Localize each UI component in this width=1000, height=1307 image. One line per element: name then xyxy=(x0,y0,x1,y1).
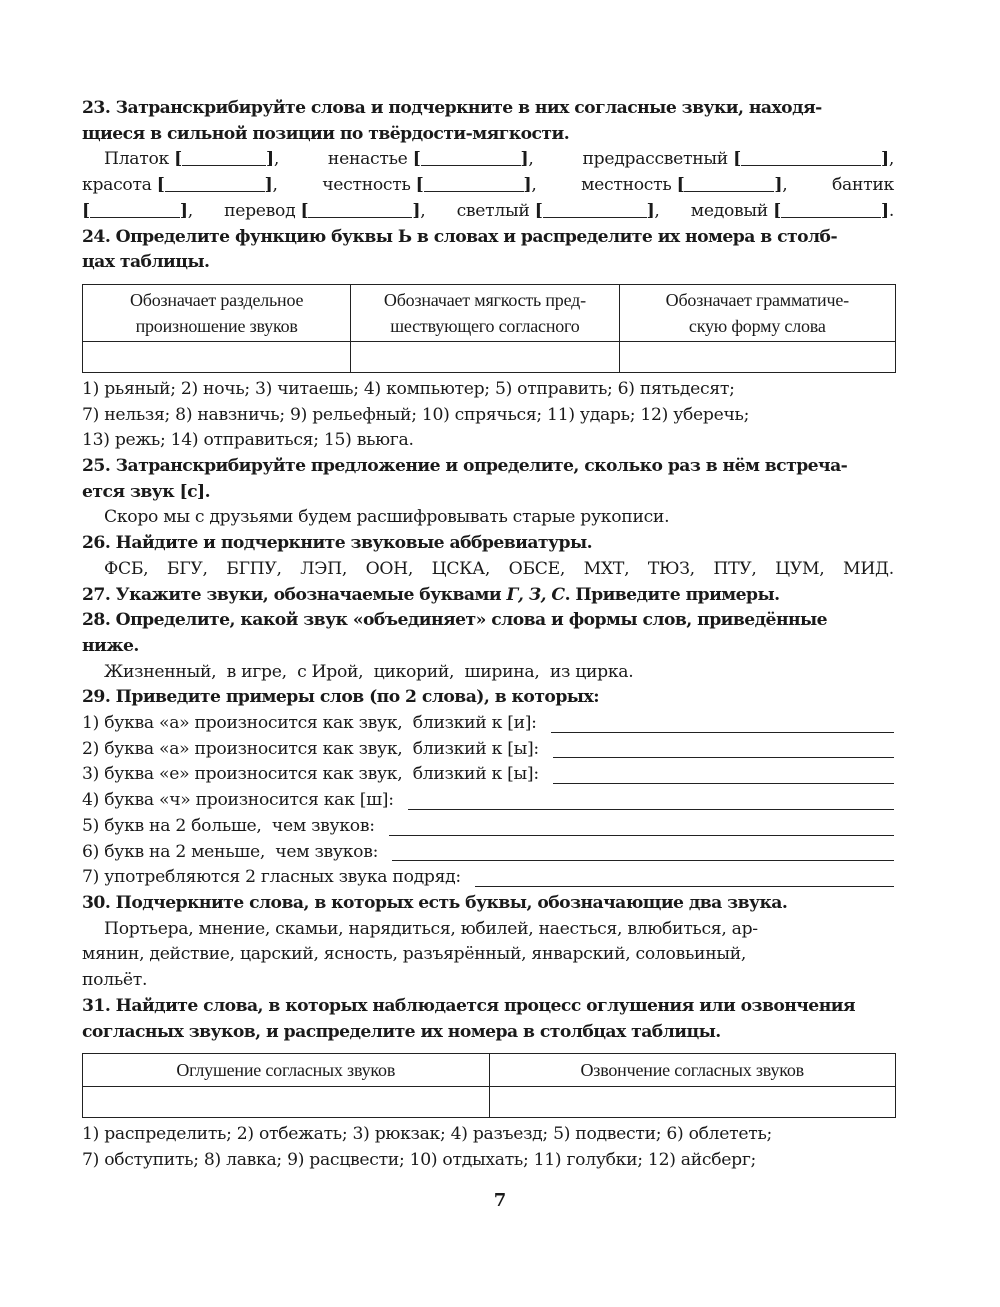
answer-row: 3) буква «е» произносится как звук, близкий к [ы]: xyxy=(82,762,894,788)
task-24-items-line-2: 7) нельзя; 8) навзничь; 9) рельефный; 10) спрячься; 11) ударь; 12) уберечь; xyxy=(82,404,750,425)
task-30-words-line-1: Портьера, мнение, скамьи, нарядиться, юбилей, наесться, влюбиться, ар- xyxy=(104,918,758,939)
abbreviation: ЛЭП, xyxy=(300,558,347,579)
abbreviation: ЦСКА, xyxy=(431,558,491,579)
answer-cell[interactable] xyxy=(83,341,351,372)
transcription-blank[interactable] xyxy=(684,173,774,192)
task-24-items-line-3: 13) режь; 14) отправиться; 15) вьюга. xyxy=(82,430,414,451)
answer-line[interactable] xyxy=(392,842,894,861)
task-31-title-line-1: 31. Найдите слова, в которых наблюдается процесс оглушения или озвончения xyxy=(82,995,856,1016)
page-number: 7 xyxy=(493,1190,507,1211)
answer-line[interactable] xyxy=(553,765,894,784)
task-28 xyxy=(82,608,894,685)
transcription-blank[interactable] xyxy=(424,173,524,192)
task-31-items-line-1: 1) распределить; 2) отбежать; 3) рюкзак; 4) разъезд; 5) подвести; 6) облететь; xyxy=(82,1124,772,1145)
task-23-words-line-2: красота [ ], честность [ ], местность [ ], бантик xyxy=(82,173,894,199)
task-25-title-line-2: ется звук [с]. xyxy=(82,481,211,502)
task-31-items-line-2: 7) обступить; 8) лавка; 9) расцвести; 10) отдыхать; 11) голубки; 12) айсберг; xyxy=(82,1149,757,1170)
task-28-title-line-1: 28. Определите, какой звук «объединяет» слова и формы слов, приведённые xyxy=(82,610,828,631)
transcription-blank[interactable] xyxy=(90,199,180,218)
column-header: Оглушение согласных звуков xyxy=(83,1054,490,1087)
task-25 xyxy=(82,454,894,531)
word: бантик xyxy=(832,175,894,196)
word: красота xyxy=(82,175,152,196)
abbreviation-list xyxy=(82,557,894,583)
word: перевод xyxy=(224,200,296,221)
answer-row: 7) употребляются 2 гласных звука подряд: xyxy=(82,865,894,891)
column-header: Озвончение согласных звуков xyxy=(489,1054,896,1087)
word: честность xyxy=(322,175,411,196)
task-29 xyxy=(82,685,894,891)
abbreviation: ПТУ, xyxy=(713,558,757,579)
transcription-blank[interactable] xyxy=(781,199,881,218)
transcription-blank[interactable] xyxy=(165,173,265,192)
task-28-words: Жизненный, в игре, с Ирой, цикорий, ширина, из цирка. xyxy=(104,661,634,682)
task-31 xyxy=(82,994,894,1174)
abbreviation: ОБСЕ, xyxy=(508,558,566,579)
word: медовый xyxy=(690,200,768,221)
abbreviation: ФСБ, xyxy=(104,558,149,579)
task-25-sentence: Скоро мы с друзьями будем расшифровывать старые рукописи. xyxy=(104,507,670,528)
task-30-words-line-3: польёт. xyxy=(82,970,148,991)
task-23-title-line-1: 23. Затранскрибируйте слова и подчеркните в них согласные звуки, находя- xyxy=(82,98,822,118)
word: светлый xyxy=(456,200,530,221)
answer-line[interactable] xyxy=(551,714,894,733)
answer-row: 4) буква «ч» произносится как [ш]: xyxy=(82,788,894,814)
transcription-blank[interactable] xyxy=(308,199,412,218)
column-header: Обозначает грамматиче- скую форму слова xyxy=(619,284,895,341)
task-26-title: 26. Найдите и подчеркните звуковые аббревиатуры. xyxy=(82,533,593,554)
abbreviation: МИД. xyxy=(843,558,894,579)
word: Платок xyxy=(104,149,169,170)
abbreviation: БГУ, xyxy=(166,558,208,579)
abbreviation: ЦУМ, xyxy=(775,558,825,579)
task-30-words-line-2: мянин, действие, царский, ясность, разъярённый, январский, соловьиный, xyxy=(82,944,747,965)
workbook-page xyxy=(82,96,894,1174)
word: предрассветный xyxy=(582,149,728,170)
soft-sign-function-table xyxy=(82,284,896,373)
answer-line[interactable] xyxy=(475,868,894,887)
answer-row: 5) букв на 2 больше, чем звуков: xyxy=(82,814,894,840)
answer-row: 6) букв на 2 меньше, чем звуков: xyxy=(82,840,894,866)
answer-line[interactable] xyxy=(553,739,894,758)
abbreviation: ООН, xyxy=(365,558,414,579)
task-31-title-line-2: согласных звуков, и распределите их номера в столбцах таблицы. xyxy=(82,1021,721,1042)
task-27 xyxy=(82,583,894,609)
devoicing-voicing-table xyxy=(82,1053,896,1118)
abbreviation: ТЮЗ, xyxy=(647,558,695,579)
task-24-title-line-2: цах таблицы. xyxy=(82,252,210,273)
answer-line[interactable] xyxy=(408,791,894,810)
transcription-blank[interactable] xyxy=(543,199,647,218)
task-24-title-line-1: 24. Определите функцию буквы Ь в словах и распределите их номера в столб- xyxy=(82,226,838,247)
letters: Г, З, С xyxy=(506,584,565,605)
abbreviation: МХТ, xyxy=(583,558,630,579)
task-23-title-line-2: щиеся в сильной позиции по твёрдости-мягкости. xyxy=(82,123,570,144)
column-header: Обозначает мягкость пред- шествующего согласного xyxy=(351,284,619,341)
task-23 xyxy=(82,96,894,225)
answer-cell[interactable] xyxy=(489,1087,896,1118)
task-23-words-line-3: [ ], перевод [ ], светлый [ ], медовый [ ]. xyxy=(82,200,894,221)
answer-cell[interactable] xyxy=(619,341,895,372)
task-29-title: 29. Приведите примеры слов (по 2 слова), в которых: xyxy=(82,687,599,708)
task-24-items-line-1: 1) рьяный; 2) ночь; 3) читаешь; 4) компьютер; 5) отправить; 6) пятьдесят; xyxy=(82,378,735,399)
task-24 xyxy=(82,225,894,455)
word: местность xyxy=(581,175,672,196)
answer-row: 2) буква «а» произносится как звук, близкий к [ы]: xyxy=(82,737,894,763)
transcription-blank[interactable] xyxy=(741,147,881,166)
task-27-title: 27. Укажите звуки, обозначаемые буквами Г, З, С. Приведите примеры. xyxy=(82,584,780,605)
answer-cell[interactable] xyxy=(83,1087,490,1118)
task-23-words-line-1: Платок [ ], ненастье [ ], предрассветный [ ], xyxy=(104,149,894,170)
task-30-title: 30. Подчеркните слова, в которых есть буквы, обозначающие два звука. xyxy=(82,892,788,913)
task-28-title-line-2: ниже. xyxy=(82,635,139,656)
answer-row: 1) буква «а» произносится как звук, близкий к [и]: xyxy=(82,711,894,737)
task-26 xyxy=(82,531,894,582)
task-25-title-line-1: 25. Затранскрибируйте предложение и определите, сколько раз в нём встреча- xyxy=(82,456,848,477)
abbreviation: БГПУ, xyxy=(226,558,282,579)
transcription-blank[interactable] xyxy=(182,147,266,166)
task-30 xyxy=(82,891,894,994)
transcription-blank[interactable] xyxy=(421,147,521,166)
answer-line[interactable] xyxy=(389,817,894,836)
column-header: Обозначает раздельное произношение звуков xyxy=(83,284,351,341)
answer-cell[interactable] xyxy=(351,341,619,372)
word: ненастье xyxy=(327,149,408,170)
